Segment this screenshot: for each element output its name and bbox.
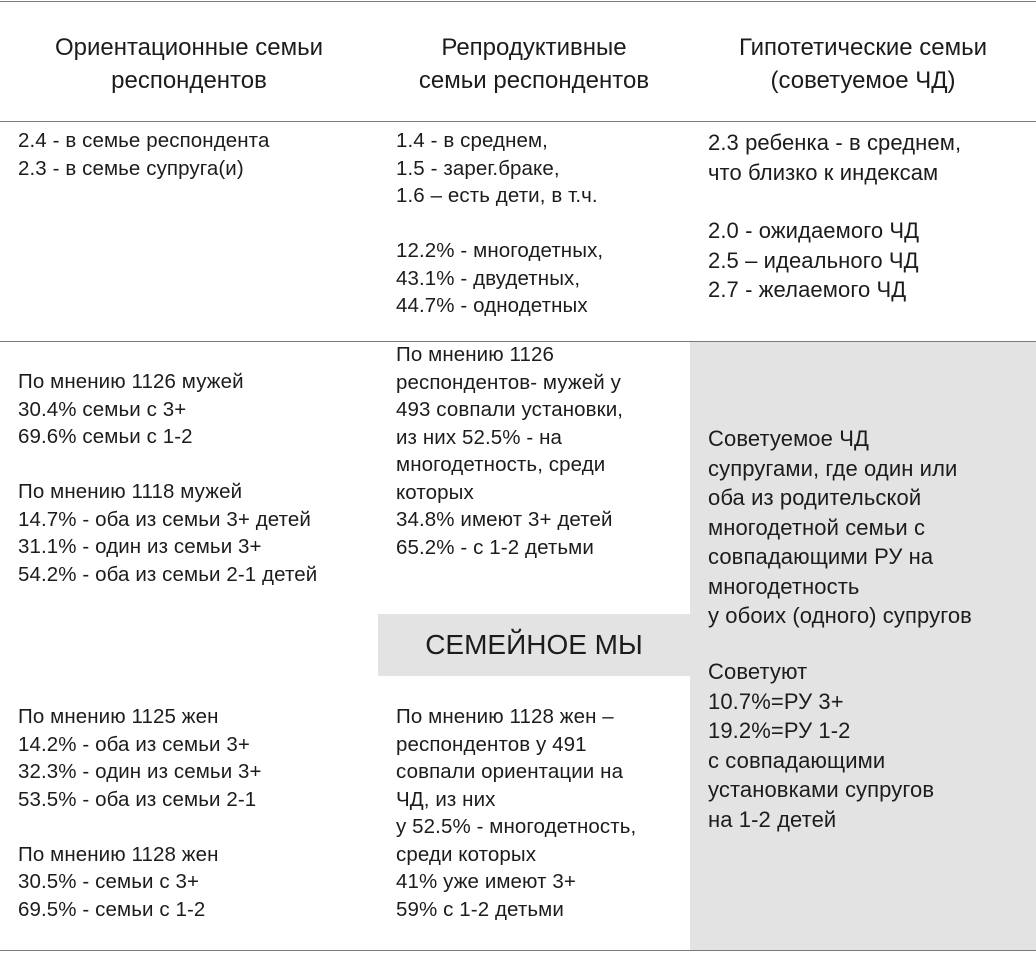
header-reproductive-families: Репродуктивные семьи респондентов: [418, 34, 650, 94]
header-orientation-families: Ориентационные семьи респондентов: [54, 34, 324, 94]
row2-hypothetical-advised: Советуемое ЧД супругами, где один или оба из родительской многодетной семьи с совпадающими РУ на многодетность у обоих (одного) супругов: [708, 426, 972, 628]
row1-hypothetical-indices: 2.0 - ожидаемого ЧД 2.5 – идеального ЧД 2.7 - желаемого ЧД: [708, 218, 920, 302]
row1-reproductive-text: 1.4 - в среднем, 1.5 - зарег.браке, 1.6 – есть дети, в т.ч. 12.2% - многодетных, 43.1% - двудетных, 44.7% - однодетных: [396, 129, 604, 317]
header-rule: [0, 121, 1036, 122]
bottom-rule: [0, 950, 1036, 951]
row2-hypothetical-advise-stats: Советуют 10.7%=РУ 3+ 19.2%=РУ 1-2 с совпадающими установками супругов на 1-2 детей: [708, 659, 935, 832]
row2-orientation-men: По мнению 1126 мужей 30.4% семьи с 3+ 69.6% семьи с 1-2 По мнению 1118 мужей 14.7% - оба из семьи 3+ детей 31.1% - один из семьи 3+ 54.2% - оба из семьи 2-1 детей: [18, 370, 318, 586]
top-rule: [0, 1, 1036, 2]
row1-orientation-text: 2.4 - в семье респондента 2.3 - в семье супруга(и): [18, 129, 270, 180]
row2-reproductive-women: По мнению 1128 жен – респондентов у 491 совпали ориентации на ЧД, из них у 52.5% - многодетность, среди которых 41% уже имеют 3+ 59% с 1-2 детьми: [396, 705, 637, 921]
header-hypothetical-families: Гипотетические семьи (советуемое ЧД): [738, 34, 988, 94]
family-we-label: СЕМЕЙНОЕ МЫ: [425, 629, 643, 660]
row2-reproductive-men: По мнению 1126 респондентов- мужей у 493 совпали установки, из них 52.5% - на многодетность, среди которых 34.8% имеют 3+ детей 65.2% - с 1-2 детьми: [396, 343, 624, 559]
row2-orientation-women: По мнению 1125 жен 14.2% - оба из семьи 3+ 32.3% - один из семьи 3+ 53.5% - оба из семьи 2-1 По мнению 1128 жен 30.5% - семьи с 3+ 69.5% - семьи с 1-2: [18, 705, 262, 921]
row1-hypothetical-average: 2.3 ребенка - в среднем, что близко к индексам: [708, 130, 962, 185]
